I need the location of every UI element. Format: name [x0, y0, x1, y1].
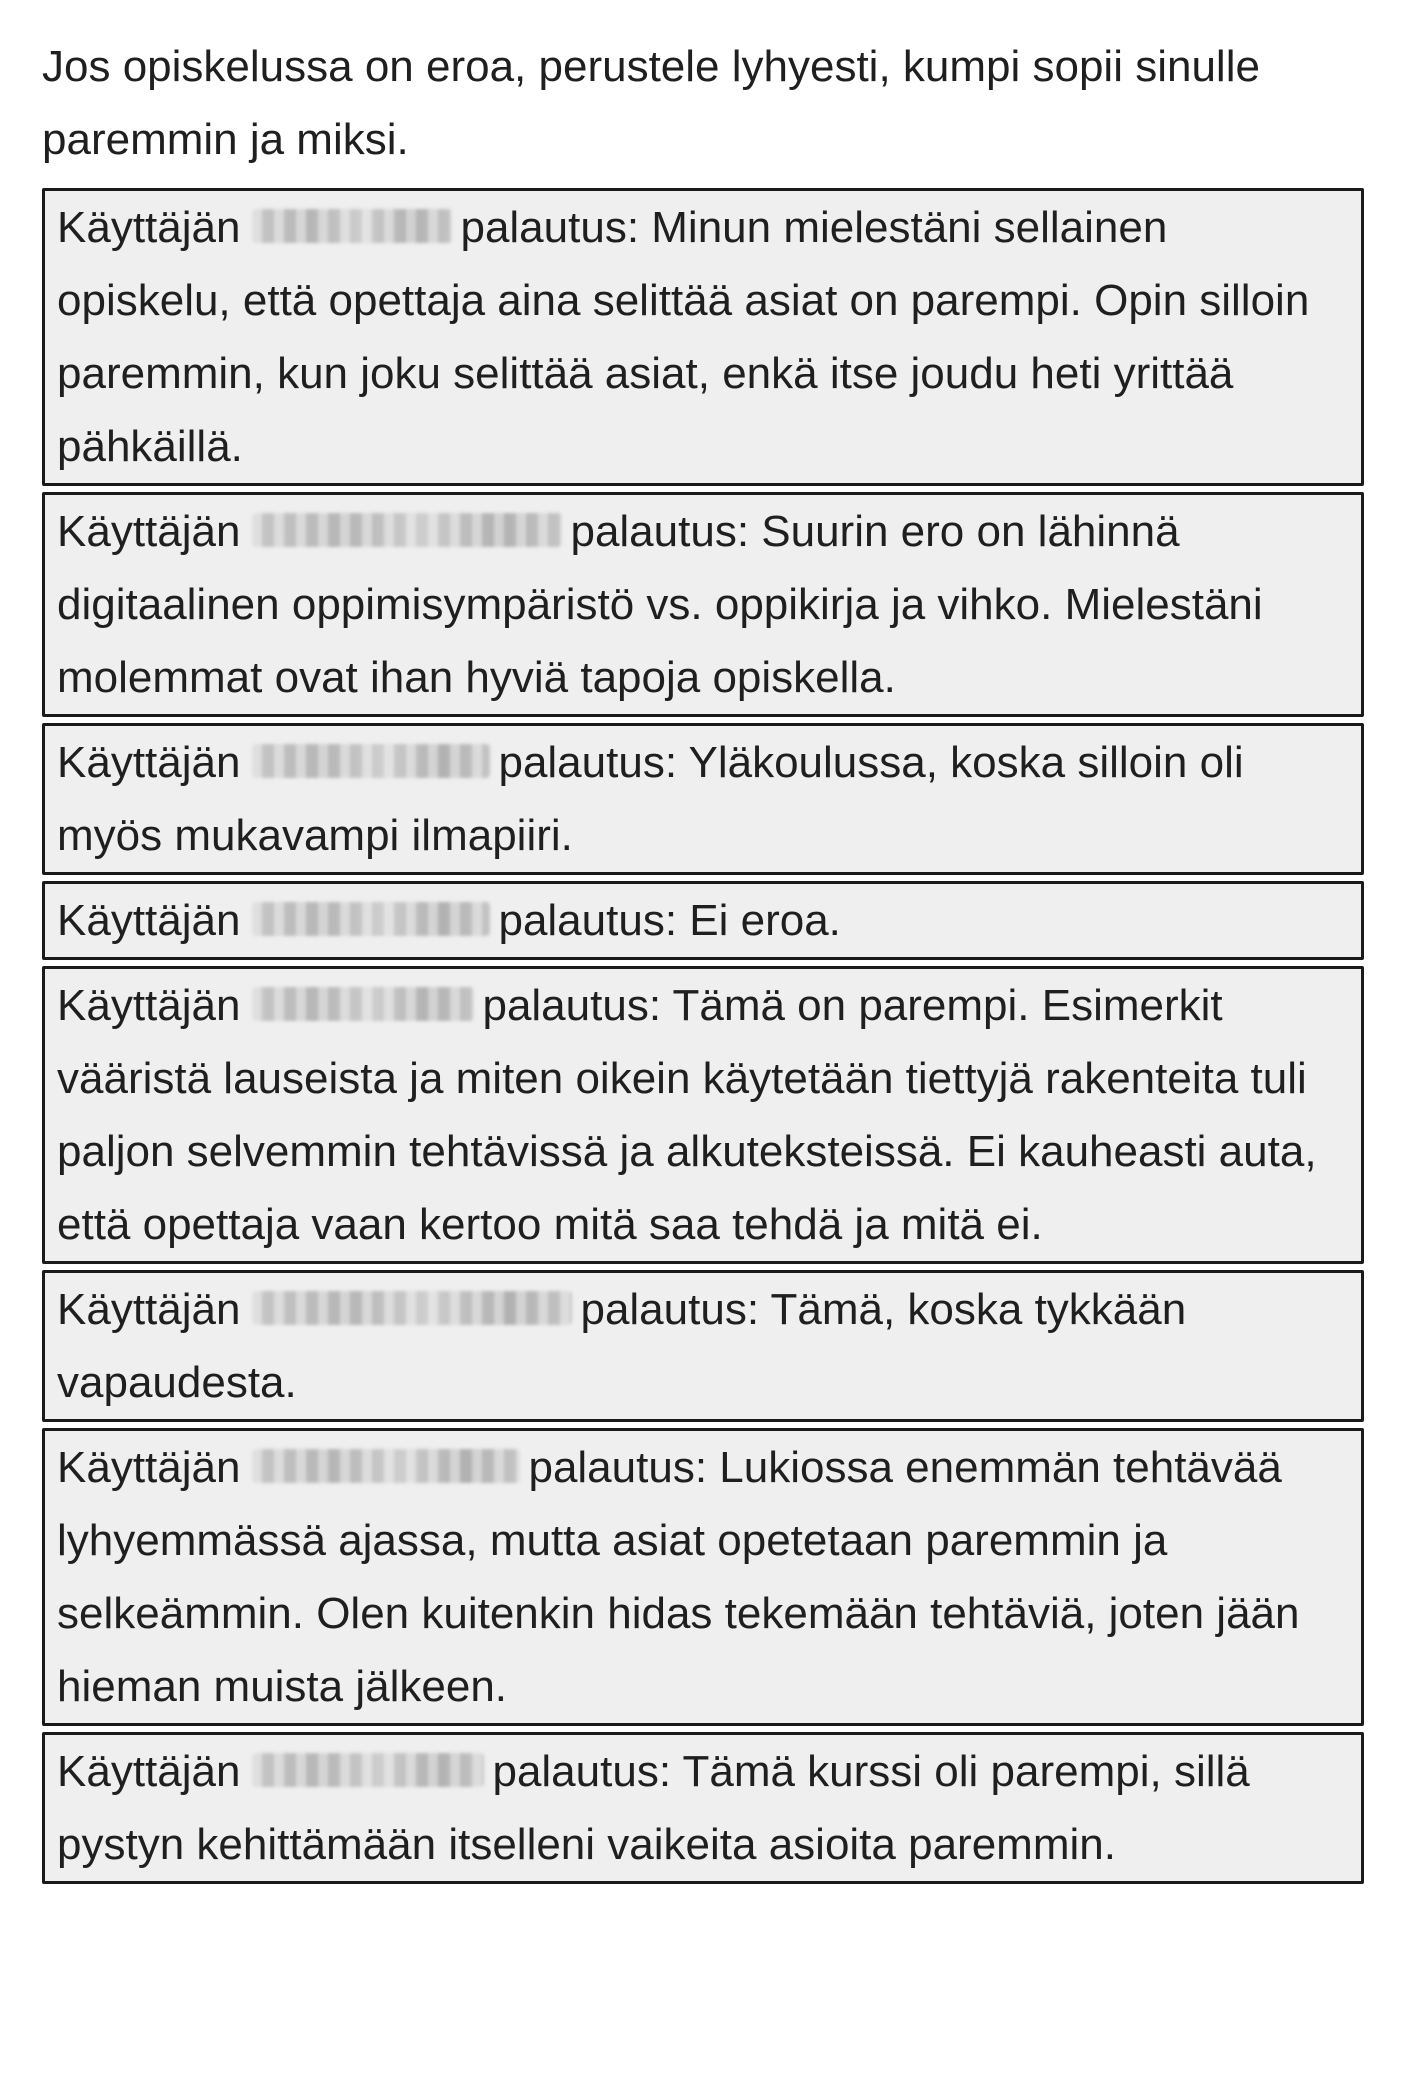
answer-prefix: Käyttäjän	[57, 981, 241, 1030]
answer-prefix: Käyttäjän	[57, 1285, 241, 1334]
answer-item	[42, 188, 1364, 486]
redacted-username	[252, 987, 474, 1021]
answer-prefix: Käyttäjän	[57, 1443, 241, 1492]
redacted-username	[252, 902, 490, 936]
answer-text: palautus: Ei eroa.	[498, 896, 841, 945]
answer-item	[42, 1732, 1364, 1884]
answer-prefix: Käyttäjän	[57, 1747, 241, 1796]
answer-item	[42, 1428, 1364, 1726]
question-prompt: Jos opiskelussa on eroa, perustele lyhyesti, kumpi sopii sinulle paremmin ja miksi.	[42, 42, 1260, 164]
redacted-username	[252, 744, 490, 778]
answer-list	[42, 188, 1366, 1884]
answer-prefix: Käyttäjän	[57, 738, 241, 787]
answer-text: palautus: Tämä kurssi oli parempi, sillä pystyn kehittämään itselleni vaikeita asioita paremmin.	[57, 1747, 1250, 1869]
redacted-username	[252, 1753, 484, 1787]
answer-item	[42, 1270, 1364, 1422]
answer-text: palautus: Lukiossa enemmän tehtävää lyhyemmässä ajassa, mutta asiat opetetaan paremmin ja selkeämmin. Olen kuitenkin hidas tekemään tehtäviä, joten jään hieman muista jälkeen.	[57, 1443, 1300, 1711]
answer-prefix: Käyttäjän	[57, 203, 241, 252]
answer-prefix: Käyttäjän	[57, 896, 241, 945]
answer-text: palautus: Tämä on parempi. Esimerkit vääristä lauseista ja miten oikein käytetään tiettyjä rakenteita tuli paljon selvemmin tehtävissä ja alkuteksteissä. Ei kauheasti auta, että opettaja vaan kertoo mitä saa tehdä ja mitä ei.	[57, 981, 1317, 1249]
redacted-username	[252, 1291, 572, 1325]
answer-prefix: Käyttäjän	[57, 507, 241, 556]
answer-text: palautus: Yläkoulussa, koska silloin oli myös mukavampi ilmapiiri.	[57, 738, 1244, 860]
answer-text: palautus: Minun mielestäni sellainen opiskelu, että opettaja aina selittää asiat on parempi. Opin silloin paremmin, kun joku selittää asiat, enkä itse joudu heti yrittää pähkäillä.	[57, 203, 1310, 471]
answer-text: palautus: Tämä, koska tykkään vapaudesta.	[57, 1285, 1187, 1407]
answer-item	[42, 881, 1364, 960]
answer-item	[42, 723, 1364, 875]
answer-item	[42, 966, 1364, 1264]
answer-text: palautus: Suurin ero on lähinnä digitaalinen oppimisympäristö vs. oppikirja ja vihko. Mielestäni molemmat ovat ihan hyviä tapoja opiskella.	[57, 507, 1263, 702]
answer-item	[42, 492, 1364, 717]
redacted-username	[252, 513, 562, 547]
redacted-username	[252, 209, 452, 243]
redacted-username	[252, 1449, 520, 1483]
